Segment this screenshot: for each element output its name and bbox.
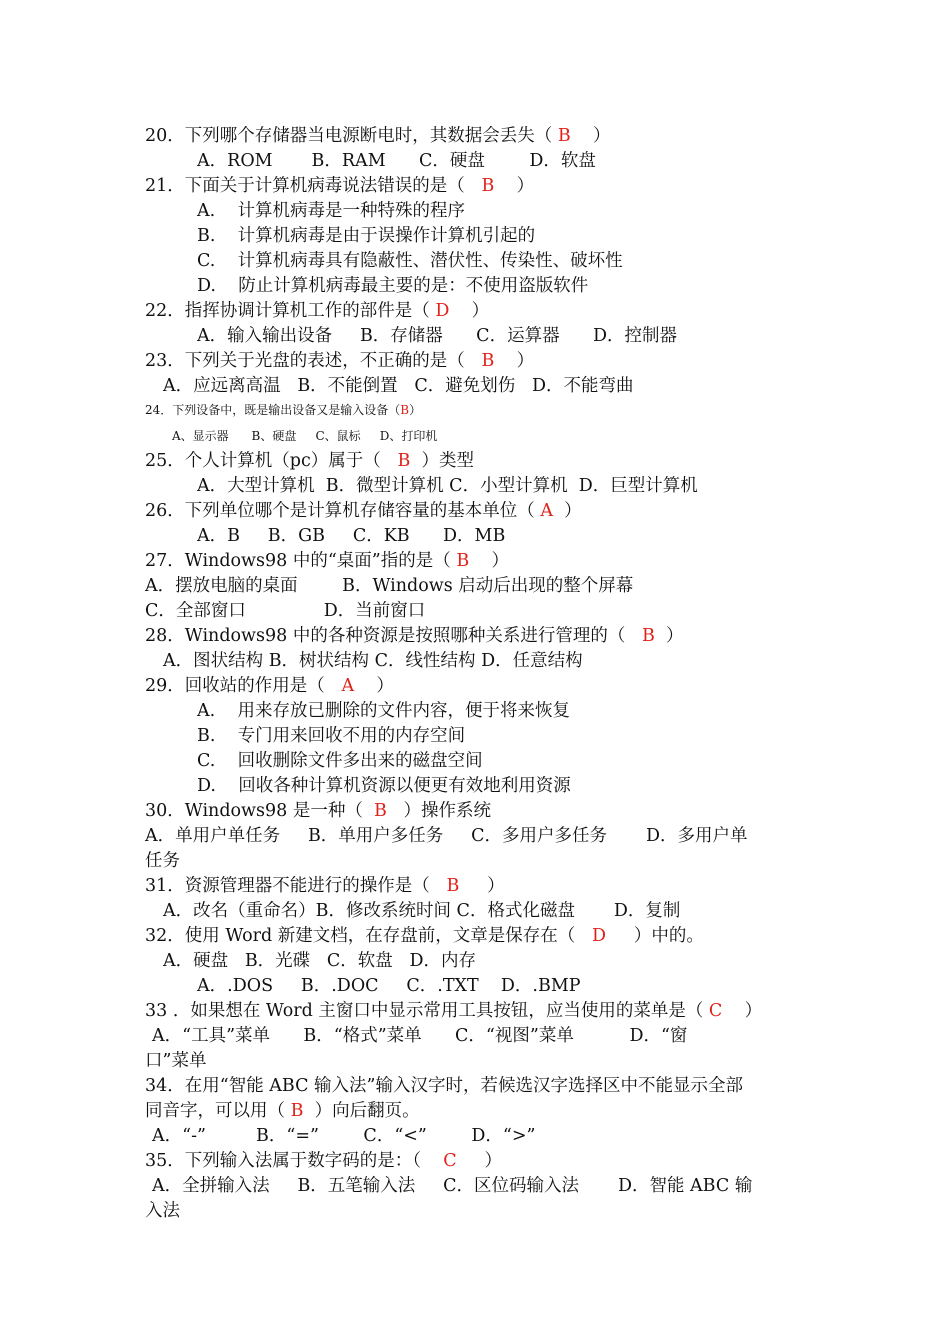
answer-mark: B [642, 626, 655, 646]
question-text: 30．Windows98 是一种（ [145, 801, 374, 821]
q29-option-b [197, 724, 465, 749]
option-text: B. 计算机病毒是由于误操作计算机引起的 [197, 226, 536, 246]
q29-option-c [197, 749, 483, 774]
option-text: A、显示器 B、硬盘 C、鼠标 D、打印机 [172, 429, 438, 443]
question-text: 27．Windows98 中的“桌面”指的是（ [145, 551, 457, 571]
option-text: A．改名（重命名）B．修改系统时间 C．格式化磁盘 D．复制 [163, 901, 681, 921]
q27-options-cd [145, 599, 425, 624]
option-text: C．全部窗口 D．当前窗口 [145, 601, 426, 621]
question-tail: ）类型 [410, 451, 474, 471]
question-text: 29．回收站的作用是（ [145, 676, 342, 696]
question-text: 31．资源管理器不能进行的操作是（ [145, 876, 447, 896]
q27-stem [145, 549, 509, 574]
option-text: 入法 [145, 1201, 180, 1221]
option-text: A．图状结构 B．树状结构 C．线性结构 D．任意结构 [163, 651, 583, 671]
q33-options-wrap [145, 1049, 206, 1074]
option-text: D. 防止计算机病毒最主要的是：不使用盗版软件 [197, 276, 589, 296]
answer-mark: B [481, 351, 495, 371]
option-text: 口”菜单 [145, 1051, 207, 1071]
answer-mark: B [397, 451, 411, 471]
q30-options [145, 824, 747, 849]
question-text: 26．下列单位哪个是计算机存储容量的基本单位（ [145, 501, 541, 521]
q31-stem [145, 874, 505, 899]
answer-mark: C [443, 1151, 457, 1171]
question-tail: ） [469, 551, 509, 571]
question-tail: ）中的。 [606, 926, 704, 946]
option-text: C. 计算机病毒具有隐蔽性、潜伏性、传染性、破坏性 [197, 251, 623, 271]
q23-stem [145, 349, 534, 374]
q26-stem [145, 499, 582, 524]
question-text: 21．下面关于计算机病毒说法错误的是（ [145, 176, 482, 196]
q34-stem-wrap [145, 1099, 420, 1124]
q20-options [197, 149, 596, 174]
answer-mark: B [400, 403, 410, 417]
q21-stem [145, 174, 534, 199]
q26-options [197, 524, 505, 549]
q20-stem [145, 124, 610, 149]
q24-stem [145, 400, 421, 420]
answer-mark: B [557, 126, 571, 146]
question-text: 33 ．如果想在 Word 主窗口中显示常用工具按钮，应当使用的菜单是（ [145, 1001, 709, 1021]
question-tail: ） [722, 1001, 763, 1021]
answer-mark: C [708, 1001, 723, 1021]
option-text: A．ROM B．RAM C．硬盘 D．软盘 [197, 151, 596, 171]
question-text: 20．下列哪个存储器当电源断电时，其数据会丢失（ [145, 126, 558, 146]
q21-option-b [197, 224, 535, 249]
question-text: 24．下列设备中，既是输出设备又是输入设备（ [145, 403, 401, 417]
question-tail: ） [552, 501, 582, 521]
option-text: A．摆放电脑的桌面 B．Windows 启动后出现的整个屏幕 [145, 576, 634, 596]
question-text: 32．使用 Word 新建文档，在存盘前，文章是保存在（ [145, 926, 592, 946]
answer-mark: A [341, 676, 355, 696]
question-text: 23．下列关于光盘的表述，不正确的是（ [145, 351, 482, 371]
q23-options [163, 374, 633, 399]
q32-options [163, 949, 476, 974]
answer-mark: B [446, 876, 460, 896]
q32-stem [145, 924, 704, 949]
q22-options [197, 324, 677, 349]
option-text: A．“工具”菜单 B．“格式”菜单 C．“视图”菜单 D．“窗 [152, 1026, 688, 1046]
answer-mark: B [456, 551, 470, 571]
question-text: 22．指挥协调计算机工作的部件是（ [145, 301, 436, 321]
q29-option-a [197, 699, 570, 724]
q30-options-wrap [145, 849, 180, 874]
q27-options-ab [145, 574, 633, 599]
question-tail: ） [570, 126, 611, 146]
question-tail: ） [459, 876, 505, 896]
option-text: A．单用户单任务 B．单用户多任务 C．多用户多任务 D．多用户单 [145, 826, 748, 846]
option-text: B. 专门用来回收不用的内存空间 [197, 726, 466, 746]
question-tail: ） [456, 1151, 502, 1171]
question-tail: ） [654, 626, 684, 646]
q21-option-a [197, 199, 465, 224]
option-text: C. 回收删除文件多出来的磁盘空间 [197, 751, 483, 771]
q31-options [163, 899, 680, 924]
q22-stem [145, 299, 489, 324]
answer-mark: D [435, 301, 450, 321]
q34-stem [145, 1074, 743, 1099]
option-text: A．大型计算机 B．微型计算机 C．小型计算机 D．巨型计算机 [197, 476, 698, 496]
q34-options [152, 1124, 535, 1149]
option-text: A．硬盘 B．光碟 C．软盘 D．内存 [163, 951, 476, 971]
question-tail: ） [494, 176, 535, 196]
option-text: A．全拼输入法 B．五笔输入法 C．区位码输入法 D．智能 ABC 输 [152, 1176, 753, 1196]
answer-mark: B [481, 176, 495, 196]
q21-option-d [197, 274, 588, 299]
answer-mark: D [591, 926, 607, 946]
q33-stem [145, 999, 762, 1024]
q33-options [152, 1024, 687, 1049]
option-text: D. 回收各种计算机资源以便更有效地利用资源 [197, 776, 571, 796]
question-tail: ） [449, 301, 490, 321]
option-text: A. 用来存放已删除的文件内容，便于将来恢复 [197, 701, 570, 721]
option-text: A．“-” B．“=” C．“<” D．“>” [152, 1126, 536, 1146]
option-text: A．应远离高温 B．不能倒置 C．避免划伤 D．不能弯曲 [163, 376, 634, 396]
question-text: 同音字，可以用（ [145, 1101, 291, 1121]
q29-stem [145, 674, 394, 699]
question-text: 28．Windows98 中的各种资源是按照哪种关系进行管理的（ [145, 626, 643, 646]
question-text: 25．个人计算机（pc）属于（ [145, 451, 398, 471]
question-tail: ） [494, 351, 535, 371]
q28-stem [145, 624, 684, 649]
option-text: A. 计算机病毒是一种特殊的程序 [197, 201, 465, 221]
answer-mark: B [373, 801, 387, 821]
q35-stem [145, 1149, 502, 1174]
q35-options-wrap [145, 1199, 180, 1224]
question-tail: ）操作系统 [386, 801, 492, 821]
q24-options [172, 426, 437, 446]
question-tail: ） [354, 676, 394, 696]
option-text: A．.DOS B．.DOC C．.TXT D．.BMP [197, 976, 581, 996]
question-text: 34．在用“智能 ABC 输入法”输入汉字时，若候选汉字选择区中不能显示全部 [145, 1076, 743, 1096]
option-text: A．输入输出设备 B．存储器 C．运算器 D．控制器 [197, 326, 677, 346]
question-text: 35．下列输入法属于数字码的是：（ [145, 1151, 444, 1171]
q25-options [197, 474, 698, 499]
option-text: A．B B．GB C．KB D．MB [197, 526, 506, 546]
q28-options [163, 649, 583, 674]
question-tail: ）向后翻页。 [303, 1101, 420, 1121]
q25-stem [145, 449, 474, 474]
q32-extra-options [197, 974, 581, 999]
answer-mark: A [540, 501, 553, 521]
q21-option-c [197, 249, 623, 274]
question-tail: ） [409, 403, 422, 417]
q29-option-d [197, 774, 571, 799]
answer-mark: B [290, 1101, 304, 1121]
q35-options [152, 1174, 752, 1199]
option-text: 任务 [145, 851, 180, 871]
q30-stem [145, 799, 491, 824]
